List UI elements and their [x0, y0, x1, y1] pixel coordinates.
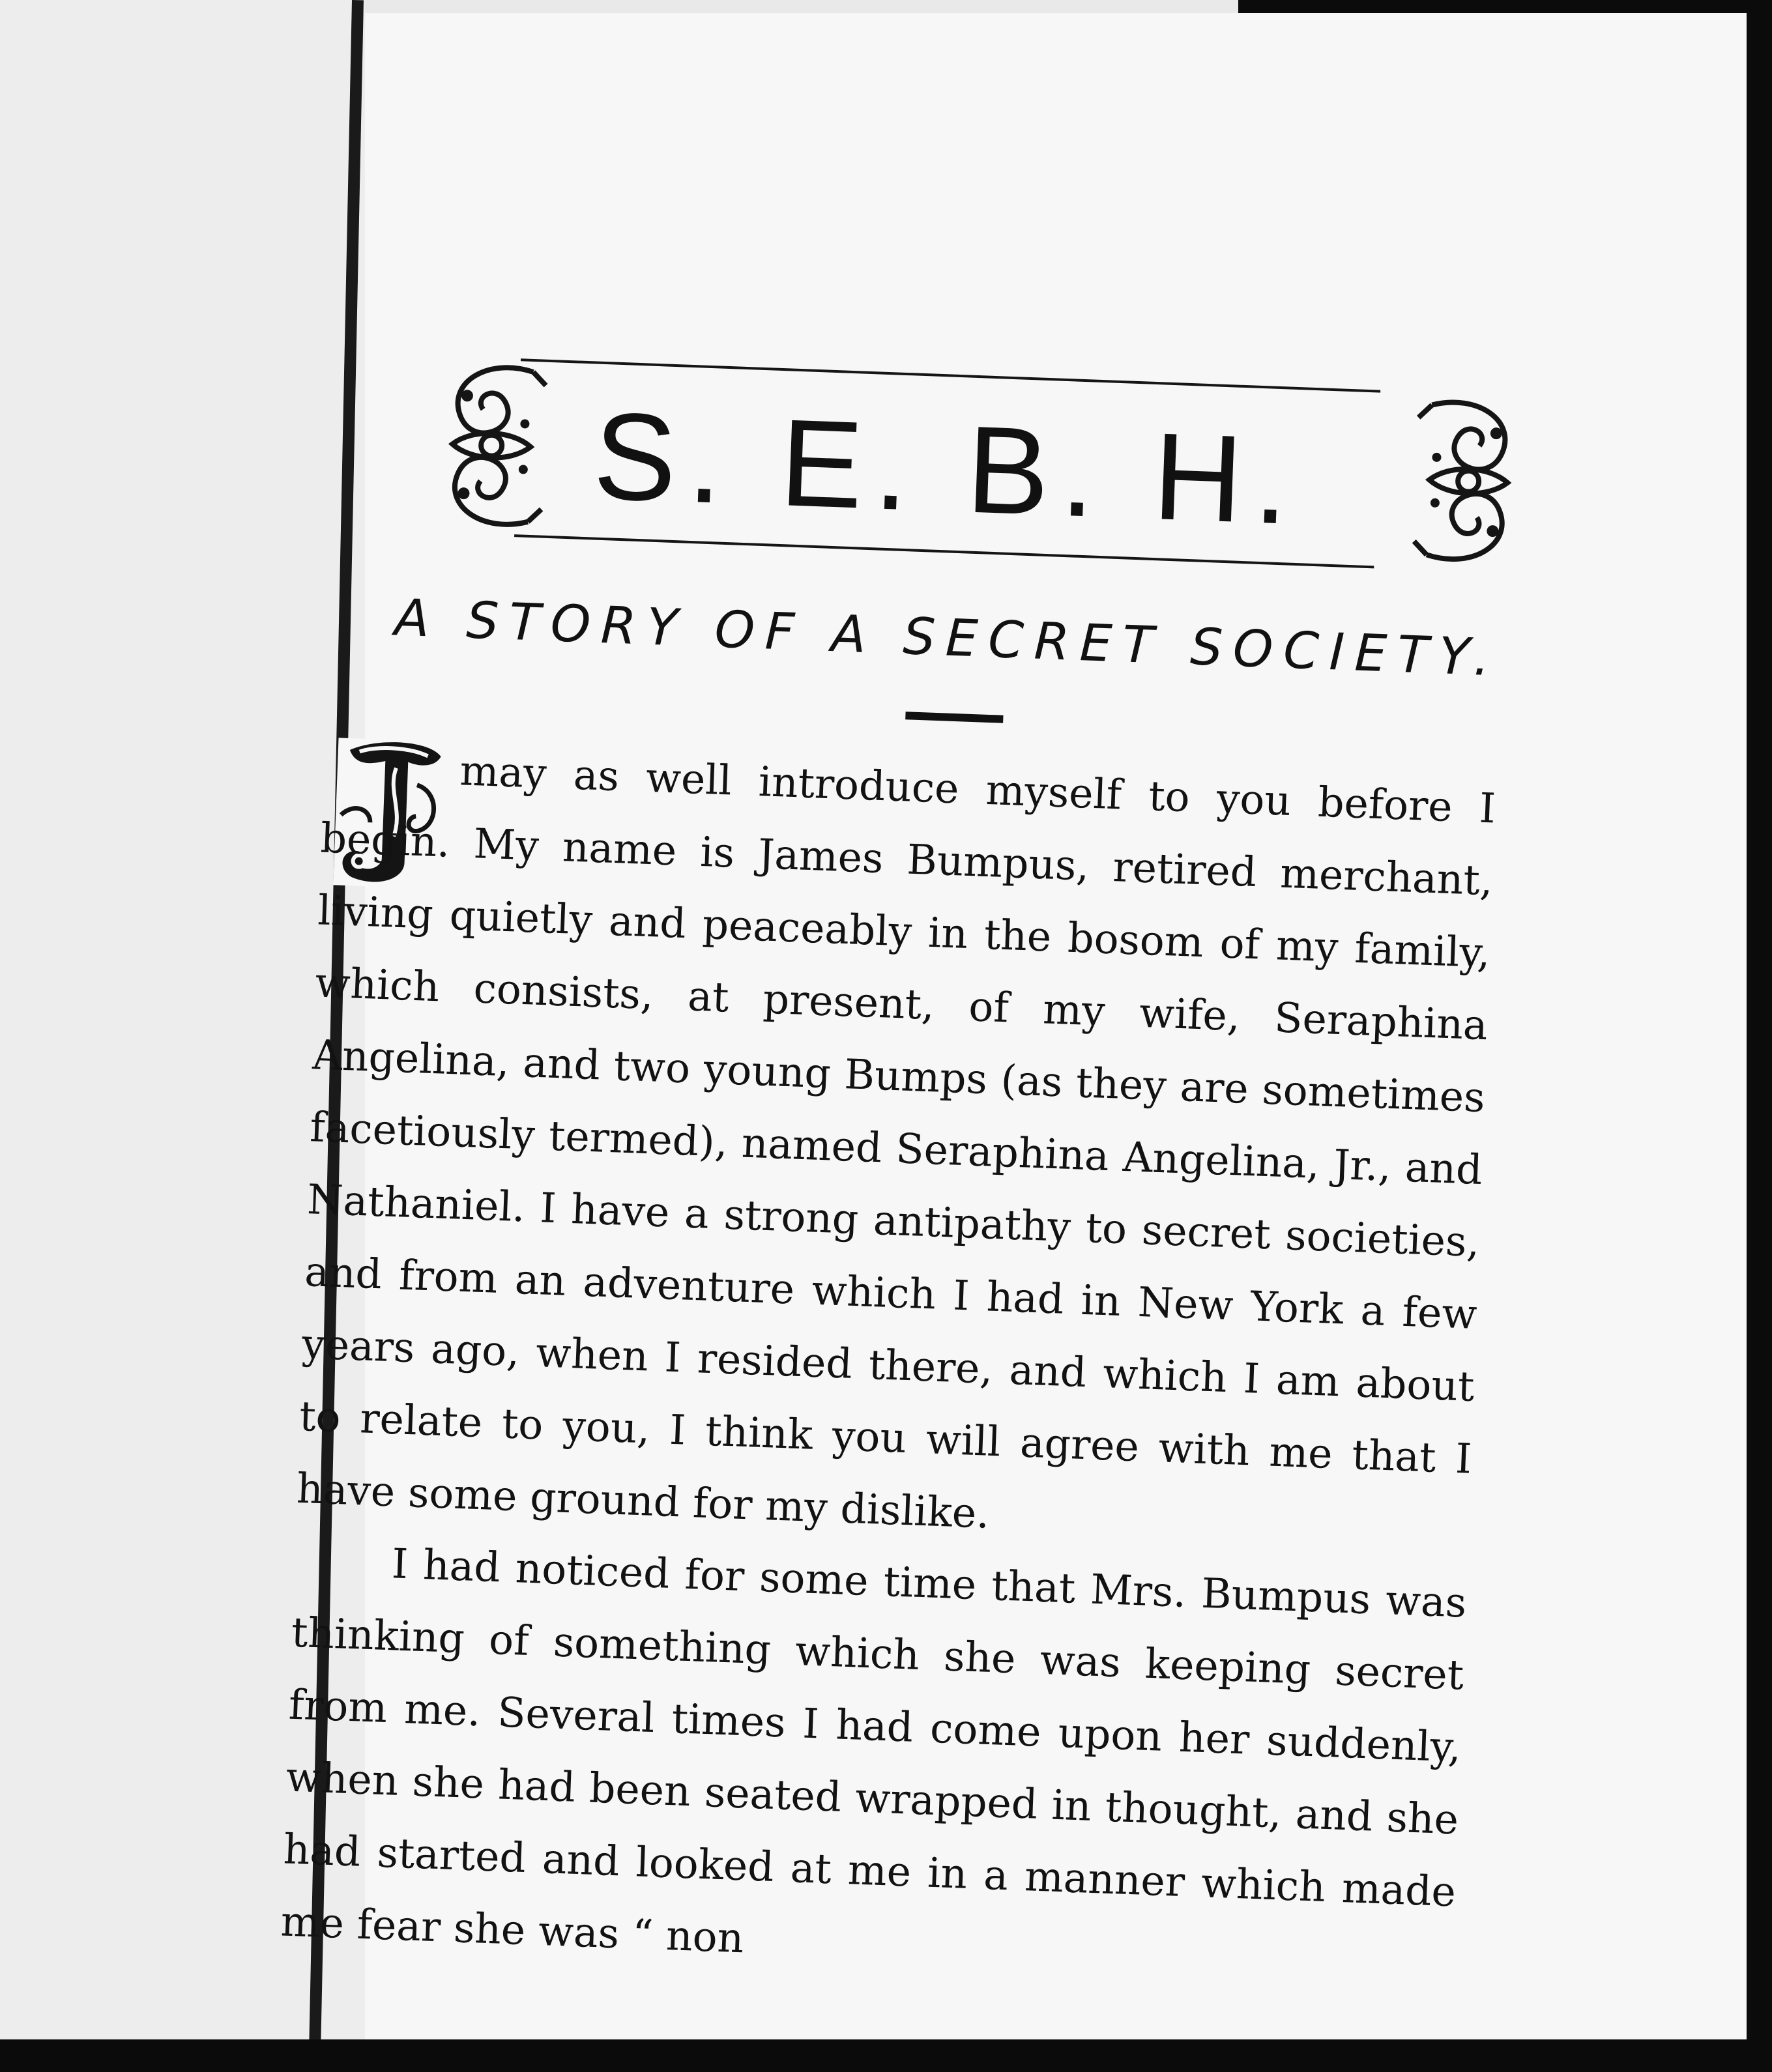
page-content — [278, 339, 1576, 2051]
paragraph-1 — [295, 730, 1497, 1568]
page-title: S. E. B. H. — [591, 386, 1303, 551]
paragraph-1-text: may as well introduce myself to you before I begin. My name is James Bumpus, retired merchant, living quietly and peaceably in the bosom of my family, which consists, at present, of my wife, Seraphina Angelina, and two young Bumps (as they are sometimes facetiously termed), named Seraphina Angelina, Jr., and Nathaniel. I have a strong antipathy to secret societies, and from an adventure which I had in New York a few years ago, when I resided there, and which I am about to relate to you, I think you will agree with me that I have some ground for my dislike. — [295, 747, 1497, 1538]
title-frame — [330, 339, 1576, 618]
page-subtitle: A STORY OF A SECRET SOCIETY. — [393, 588, 1502, 688]
ornament-right-icon — [1400, 391, 1530, 571]
section-divider — [905, 712, 1003, 723]
scan-border-right — [1747, 0, 1772, 2072]
paragraph-2: I had noticed for some time that Mrs. Bumpus was thinking of something which she was keeping secret from me. Several times I had come upon her suddenly, when she had been seated wrapped in thought, and she had started and looked at me in a manner which made me fear she was “ non — [280, 1540, 1468, 1963]
